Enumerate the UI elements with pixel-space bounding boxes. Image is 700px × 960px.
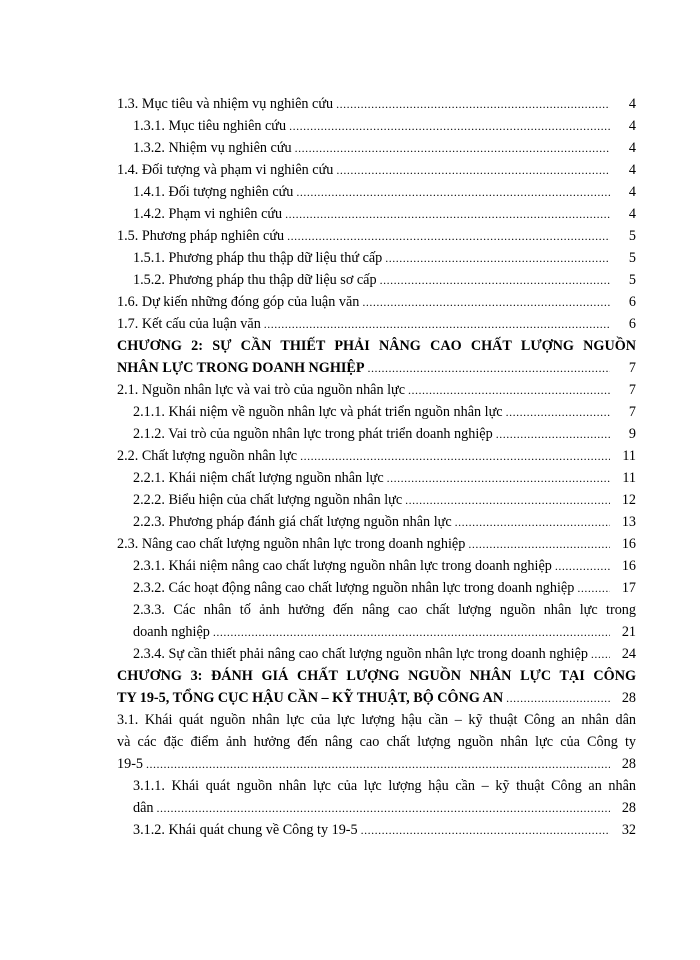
dot-leader bbox=[506, 401, 610, 419]
page-number: 9 bbox=[628, 426, 636, 442]
toc-chapter-3: CHƯƠNG 3: ĐÁNH GIÁ CHẤT LƯỢNG NGUỒN NHÂN LỰC TẠI CÔNG bbox=[117, 668, 636, 684]
toc-entry-2-3-4: 2.3.4. Sự cần thiết phải nâng cao chất lượng nguồn nhân lực trong doanh nghiệp ..... 24 bbox=[117, 643, 636, 665]
page-number: 28 bbox=[621, 690, 636, 706]
page-number: 24 bbox=[621, 646, 636, 662]
dot-leader bbox=[408, 379, 610, 397]
table-of-contents bbox=[117, 93, 636, 841]
dot-leader bbox=[213, 621, 610, 639]
page-number: 4 bbox=[628, 206, 636, 222]
dot-leader bbox=[296, 181, 610, 199]
dot-leader bbox=[380, 269, 610, 287]
toc-entry-2-3-3-cont: doanh nghiệp ..... 21 bbox=[117, 621, 636, 643]
page-number: 4 bbox=[628, 184, 636, 200]
toc-entry-2-2-3: 2.2.3. Phương pháp đánh giá chất lượng nguồn nhân lực ..... 13 bbox=[117, 511, 636, 533]
dot-leader bbox=[362, 291, 610, 309]
page-number: 11 bbox=[622, 448, 636, 464]
dot-leader bbox=[496, 423, 610, 441]
page-number: 4 bbox=[628, 162, 636, 178]
page-number: 12 bbox=[621, 492, 636, 508]
toc-entry-1-3-1: 1.3.1. Mục tiêu nghiên cứu ..... 4 bbox=[117, 115, 636, 137]
page-number: 16 bbox=[621, 536, 636, 552]
dot-leader bbox=[287, 225, 610, 243]
dot-leader bbox=[157, 797, 611, 815]
page-number: 28 bbox=[621, 756, 636, 772]
toc-entry-1-4: 1.4. Đối tượng và phạm vi nghiên cứu ..... 4 bbox=[117, 159, 636, 181]
toc-entry-2-3-2: 2.3.2. Các hoạt động nâng cao chất lượng nguồn nhân lực trong doanh nghiệp ..... 17 bbox=[117, 577, 636, 599]
page-number: 4 bbox=[628, 118, 636, 134]
dot-leader bbox=[385, 247, 610, 265]
page-number: 21 bbox=[621, 624, 636, 640]
dot-leader bbox=[264, 313, 610, 331]
page-number: 6 bbox=[628, 316, 636, 332]
toc-entry-1-7: 1.7. Kết cấu của luận văn ..... 6 bbox=[117, 313, 636, 335]
page-number: 28 bbox=[621, 800, 636, 816]
toc-entry-2-2: 2.2. Chất lượng nguồn nhân lực ..... 11 bbox=[117, 445, 636, 467]
toc-entry-3-1: 3.1. Khái quát nguồn nhân lực của lực lượng hậu cần – kỹ thuật Công an nhân dân và các đặc điểm ảnh hưởng đến nâng cao chất lượng nguồn nhân lực của Công ty bbox=[117, 712, 636, 750]
dot-leader bbox=[295, 137, 610, 155]
dot-leader bbox=[146, 753, 610, 771]
toc-entry-2-3-3: 2.3.3. Các nhân tố ảnh hưởng đến nâng cao chất lượng nguồn nhân lực trong bbox=[133, 602, 636, 618]
dot-leader bbox=[336, 159, 610, 177]
toc-entry-3-1-1-cont: dân ..... 28 bbox=[117, 797, 636, 819]
page-number: 7 bbox=[628, 360, 636, 376]
page-number: 16 bbox=[621, 558, 636, 574]
toc-entry-2-3: 2.3. Nâng cao chất lượng nguồn nhân lực trong doanh nghiệp ..... 16 bbox=[117, 533, 636, 555]
page-number: 5 bbox=[628, 250, 636, 266]
page-number: 32 bbox=[621, 822, 636, 838]
page-number: 5 bbox=[628, 228, 636, 244]
toc-entry-1-4-2: 1.4.2. Phạm vi nghiên cứu ..... 4 bbox=[117, 203, 636, 225]
toc-entry-2-2-2: 2.2.2. Biểu hiện của chất lượng nguồn nhân lực ..... 12 bbox=[117, 489, 636, 511]
toc-entry-1-6: 1.6. Dự kiến những đóng góp của luận văn ..... 6 bbox=[117, 291, 636, 313]
dot-leader bbox=[289, 115, 610, 133]
toc-entry-1-5-2: 1.5.2. Phương pháp thu thập dữ liệu sơ cấp ..... 5 bbox=[117, 269, 636, 291]
toc-entry-1-5-1: 1.5.1. Phương pháp thu thập dữ liệu thứ cấp ..... 5 bbox=[117, 247, 636, 269]
page-number: 7 bbox=[628, 382, 636, 398]
toc-chapter-3-cont: TY 19-5, TỔNG CỤC HẬU CẦN – KỸ THUẬT, BỘ CÔNG AN ..... 28 bbox=[117, 687, 636, 709]
toc-chapter-2-cont: NHÂN LỰC TRONG DOANH NGHIỆP ..... 7 bbox=[117, 357, 636, 379]
page-number: 17 bbox=[621, 580, 636, 596]
dot-leader bbox=[506, 687, 610, 705]
toc-entry-1-3-2: 1.3.2. Nhiệm vụ nghiên cứu ..... 4 bbox=[117, 137, 636, 159]
dot-leader bbox=[455, 511, 610, 529]
page-number: 7 bbox=[628, 404, 636, 420]
page-number: 13 bbox=[621, 514, 636, 530]
dot-leader bbox=[577, 577, 610, 595]
page-number: 5 bbox=[628, 272, 636, 288]
dot-leader bbox=[285, 203, 610, 221]
toc-chapter-2: CHƯƠNG 2: SỰ CẦN THIẾT PHẢI NÂNG CAO CHẤT LƯỢNG NGUỒN bbox=[117, 338, 636, 354]
dot-leader bbox=[555, 555, 610, 573]
toc-entry-1-4-1: 1.4.1. Đối tượng nghiên cứu ..... 4 bbox=[117, 181, 636, 203]
page-number: 4 bbox=[628, 140, 636, 156]
toc-entry-2-1: 2.1. Nguồn nhân lực và vai trò của nguồn nhân lực ..... 7 bbox=[117, 379, 636, 401]
toc-entry-2-2-1: 2.2.1. Khái niệm chất lượng nguồn nhân lực ..... 11 bbox=[117, 467, 636, 489]
toc-entry-3-1-2: 3.1.2. Khái quát chung về Công ty 19-5 ..... 32 bbox=[117, 819, 636, 841]
page-number: 11 bbox=[622, 470, 636, 486]
toc-entry-2-1-1: 2.1.1. Khái niệm về nguồn nhân lực và phát triển nguồn nhân lực ..... 7 bbox=[117, 401, 636, 423]
page-number: 4 bbox=[628, 96, 636, 112]
toc-entry-1-5: 1.5. Phương pháp nghiên cứu ..... 5 bbox=[117, 225, 636, 247]
dot-leader bbox=[361, 819, 610, 837]
toc-entry-2-3-1: 2.3.1. Khái niệm nâng cao chất lượng nguồn nhân lực trong doanh nghiệp ..... 16 bbox=[117, 555, 636, 577]
toc-entry-3-1-cont: 19-5 ..... 28 bbox=[117, 753, 636, 775]
toc-entry-2-1-2: 2.1.2. Vai trò của nguồn nhân lực trong phát triển doanh nghiệp ..... 9 bbox=[117, 423, 636, 445]
dot-leader bbox=[387, 467, 610, 485]
dot-leader bbox=[336, 93, 610, 111]
toc-entry-1-3: 1.3. Mục tiêu và nhiệm vụ nghiên cứu ..... 4 bbox=[117, 93, 636, 115]
dot-leader bbox=[468, 533, 610, 551]
dot-leader bbox=[405, 489, 610, 507]
page-number: 6 bbox=[628, 294, 636, 310]
dot-leader bbox=[591, 643, 610, 661]
dot-leader bbox=[368, 357, 610, 375]
dot-leader bbox=[300, 445, 610, 463]
toc-entry-3-1-1: 3.1.1. Khái quát nguồn nhân lực của lực lượng hậu cần – kỹ thuật Công an nhân bbox=[133, 778, 636, 794]
